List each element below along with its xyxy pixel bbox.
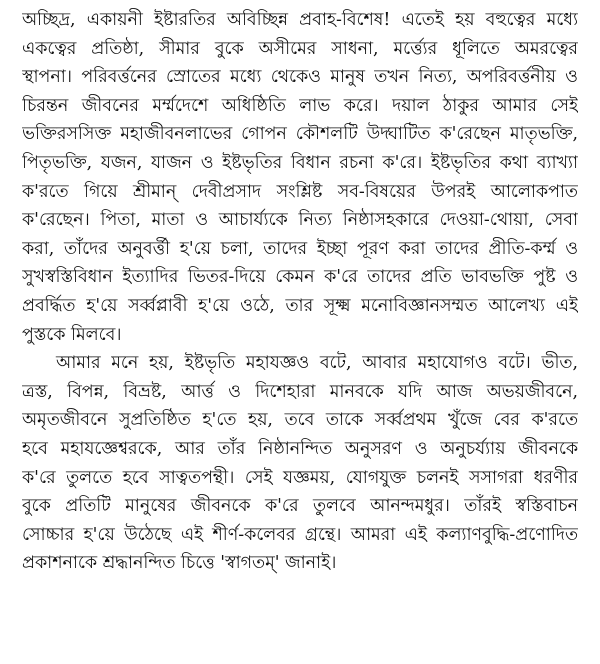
paragraph-2 xyxy=(22,349,578,578)
text-line: করা, তাঁদের অনুবর্ত্তী হ'য়ে চলা, তাদের ইচ্ছা পূরণ করা তাদের প্রীতি-কর্ম্ম ও xyxy=(22,238,578,259)
text-line: সোচ্চার হ'য়ে উঠেছে এই শীর্ণ-কলেবর গ্রন্থে। আমরা এই কল্যাণবুদ্ধি-প্রণোদিত xyxy=(22,524,578,545)
text-line: পিতৃভক্তি, যজন, যাজন ও ইষ্টভৃতির বিধান রচনা ক'রে। ইষ্টভৃতির কথা ব্যাখ্যা xyxy=(22,152,578,173)
text-line: অচ্ছিদ্র, একায়নী ইষ্টারতির অবিচ্ছিন্ন প্রবাহ-বিশেষ! এতেই হয় বহুত্বের মধ্যে xyxy=(22,10,578,30)
text-line: সুখস্বস্তিবিধান ইত্যাদির ভিতর-দিয়ে কেমন ক'রে তাদের প্রতি ভাবভক্তি পুষ্ট ও xyxy=(22,267,578,288)
text-line: হবে মহাযজ্ঞেশ্বরকে, আর তাঁর নিষ্ঠানন্দিত অনুসরণ ও অনুচর্য্যায় জীবনকে xyxy=(22,438,578,459)
text-line: বুকে প্রতিটি মানুষের জীবনকে ক'রে তুলবে আনন্দমধুর। তাঁরই স্বস্তিবাচন xyxy=(22,496,578,517)
text-line: চিরন্তন জীবনের মর্ম্মদেশে অধিষ্ঠিতি লাভ করে। দয়াল ঠাকুর আমার সেই xyxy=(22,95,578,116)
text-line: ভক্তিরসসিক্ত মহাজীবনলাভের গোপন কৌশলটি উদ্ঘাটিত ক'রেছেন মাতৃভক্তি, xyxy=(22,124,578,145)
text-line: পুস্তকে মিলবে। xyxy=(22,324,122,345)
text-line: ক'রতে গিয়ে শ্রীমান্ দেবীপ্রসাদ সংশ্লিষ্ট সব-বিষয়ের উপরই আলোকপাত xyxy=(22,181,578,202)
text-line: ত্রস্ত, বিপন্ন, বিভ্রষ্ট, আর্ত্ত ও দিশেহারা মানবকে যদি আজ অভয়জীবনে, xyxy=(22,381,578,402)
text-line: স্থাপনা। পরিবর্ত্তনের স্রোতের মধ্যে থেকেও মানুষ তখন নিত্য, অপরিবর্ত্তনীয় ও xyxy=(22,67,578,88)
text-line: আমার মনে হয়, ইষ্টভৃতি মহাযজ্ঞও বটে, আবার মহাযোগও বটে। ভীত, xyxy=(56,353,578,374)
text-line: ক'রেছেন। পিতা, মাতা ও আচার্য্যকে নিত্য নিষ্ঠাসহকারে দেওয়া-থোয়া, সেবা xyxy=(22,210,578,231)
paragraph-1 xyxy=(22,6,578,349)
text-line: ক'রে তুলতে হবে সাত্বতপন্থী। সেই যজ্ঞময়, যোগযুক্ত চলনই সসাগরা ধরণীর xyxy=(22,467,578,488)
text-line: অমৃতজীবনে সুপ্রতিষ্ঠিত হ'তে হয়, তবে তাকে সর্ব্বপ্রথম খুঁজে বের ক'রতে xyxy=(22,410,578,431)
text-line: একত্বের প্রতিষ্ঠা, সীমার বুকে অসীমের সাধনা, মর্ত্ত্যের ধূলিতে অমরত্বের xyxy=(22,38,578,59)
text-line: প্রকাশনাকে শ্রদ্ধানন্দিত চিত্তে 'স্বাগতম্' জানাই। xyxy=(22,553,337,574)
text-line: প্রবর্দ্ধিত হ'য়ে সর্ব্বপ্লাবী হ'য়ে ওঠে, তার সূক্ষ্ম মনোবিজ্ঞানসম্মত আলেখ্য এই xyxy=(22,295,578,316)
